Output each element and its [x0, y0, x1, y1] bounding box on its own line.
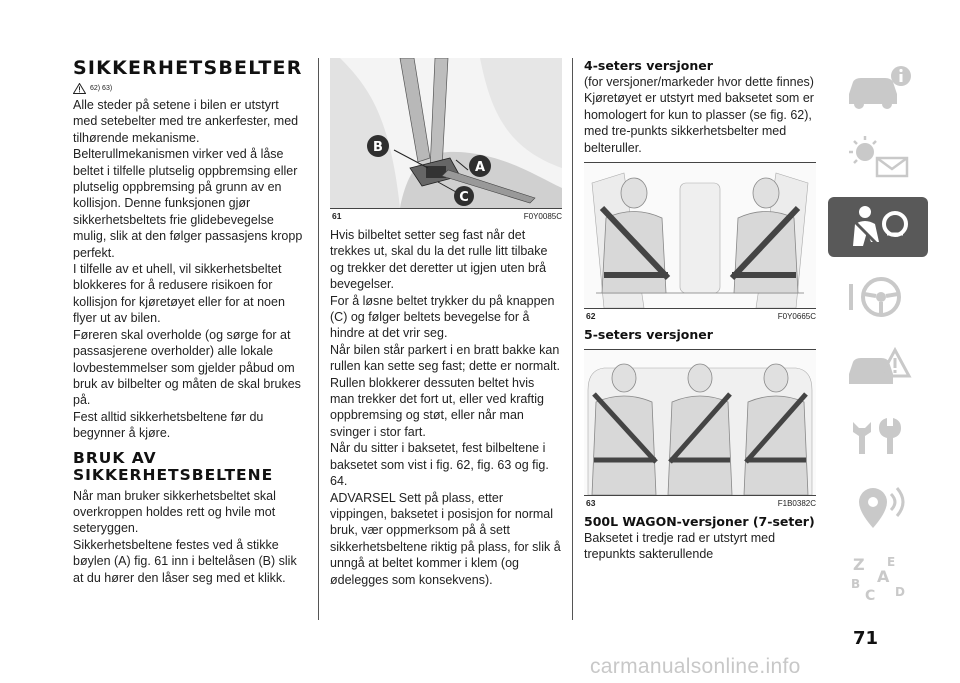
tab-multimedia[interactable]: [828, 477, 928, 537]
svg-text:A: A: [877, 567, 890, 586]
tab-steering-wheel[interactable]: [828, 267, 928, 327]
subheading: 4-seters versjoner: [584, 58, 713, 73]
section-heading: BRUK AV SIKKERHETSBELTENE: [73, 448, 274, 484]
seatbelt-airbag-icon: [843, 202, 913, 252]
section-heading: SIKKERHETSBELTER: [73, 57, 303, 79]
tab-seatbelt-airbag[interactable]: [828, 197, 928, 257]
figure-61: [330, 58, 562, 221]
paragraph: I tilfelle av et uhell, vil sikkerhetsbeltet blokkeres for å redusere risikoen for kollisjon for kjøretøyet eller for at noen flyer ut av bilen.: [73, 262, 285, 326]
multimedia-icon: [843, 484, 913, 530]
warning-refs: [73, 83, 305, 94]
warning-lights-icon: [843, 134, 913, 180]
seatbelt-buckle-illustration: [330, 58, 562, 208]
paragraph: (for versjoner/markeder hvor dette finnes): [584, 75, 814, 89]
steering-wheel-icon: [843, 274, 913, 320]
column-1: [73, 58, 305, 586]
paragraph: ADVARSEL Sett på plass, etter vippingen, baksetet i posisjon for normal bruk, vær oppmerksom på å sett sikkerhetsbeltene riktig på plass, for slik å unngå at beltet kommer i klem (og ødelegges som konsekvens).: [330, 490, 561, 587]
paragraph: Når man bruker sikkerhetsbeltet skal overkroppen holdes rett og hvile mot seteryggen.: [73, 488, 276, 536]
figure-code: F1B0382C: [777, 499, 816, 509]
figure-number: 61: [332, 211, 342, 221]
paragraph: Kjøretøyet er utstyrt med baksetet som er homologert for kun to plasser (se fig. 62), med tre-punkts sikkerhetsbelter med belteruller.: [584, 91, 814, 155]
figure-code: F0Y0665C: [777, 312, 816, 322]
paragraph: Belterullmekanismen virker ved å låse beltet i tilfelle plutselig oppbremsing eller plutselig oppbremsing på grunn av en kollisjon. Denne funksjonen gjør sikkerhetsbeltets frie glidebevegelse mulig, slik at den følger passasjens kropp perfekt.: [73, 147, 303, 260]
svg-text:D: D: [895, 585, 905, 599]
figure-code: F0Y0085C: [523, 212, 562, 221]
svg-text:B: B: [851, 577, 861, 591]
maintenance-icon: [843, 414, 913, 460]
figure-number: 62: [586, 311, 596, 322]
column-divider: [318, 58, 319, 620]
figure-63: [584, 349, 816, 509]
figure-62: [584, 162, 816, 322]
car-info-icon: [843, 64, 913, 110]
callout-label-a: A: [474, 160, 486, 175]
page-number: 71: [853, 628, 879, 649]
emergency-icon: [843, 344, 913, 390]
watermark: carmanualsonline.info: [590, 655, 801, 678]
warning-triangle-icon: [73, 83, 86, 94]
paragraph: Sikkerhetsbeltene festes ved å stikke bøylen (A) fig. 61 inn i beltelåsen (B) slik at du hører den låser seg med et klikk.: [73, 537, 297, 585]
subheading: 5-seters versjoner: [584, 327, 713, 343]
column-3: [584, 58, 816, 563]
paragraph: Fest alltid sikkerhetsbeltene før du begynner å kjøre.: [73, 409, 264, 441]
three-seat-rear-belts-illustration: [584, 350, 816, 495]
column-divider: [572, 58, 573, 620]
index-icon: [843, 552, 913, 602]
tab-index[interactable]: [828, 547, 928, 607]
tab-emergency[interactable]: [828, 337, 928, 397]
paragraph: Baksetet i tredje rad er utstyrt med trepunkts sakterullende: [584, 531, 776, 562]
paragraph: For å løsne beltet trykker du på knappen (C) og følger beltets bevegelse for å hindre at det vrir seg.: [330, 293, 555, 341]
svg-text:C: C: [865, 588, 876, 602]
callout-label-b: B: [373, 140, 383, 155]
tab-car-info[interactable]: [828, 57, 928, 117]
callout-label-c: C: [459, 190, 469, 205]
tab-maintenance[interactable]: [828, 407, 928, 467]
two-seat-rear-belts-illustration: [584, 163, 816, 308]
tab-warning-lights[interactable]: [828, 127, 928, 187]
warning-refs-text: 62) 63): [90, 85, 113, 92]
figure-number: 63: [586, 498, 596, 509]
chapter-tabs: [828, 57, 928, 617]
subheading: 500L WAGON-versjoner (7-seter): [584, 514, 815, 530]
svg-text:E: E: [887, 555, 896, 569]
paragraph: Alle steder på setene i bilen er utstyrt med setebelter med tre ankerfester, med tilhørende mekanisme.: [73, 98, 299, 145]
svg-text:Z: Z: [853, 555, 865, 574]
paragraph: Når bilen står parkert i en bratt bakke kan rullen kan sette seg fast; dette er normalt. Rullen blokkerer dessuten beltet hvis man trekker det fort ut, eller ved kraftig oppbremsing og støt, eller når man svinger i stor fart.: [330, 342, 560, 439]
paragraph: Når du sitter i baksetet, fest bilbeltene i baksetet som vist i fig. 62, fig. 63 og fig. 64.: [330, 441, 549, 489]
column-2: [330, 58, 562, 588]
paragraph: Hvis bilbeltet setter seg fast når det trekkes ut, skal du la det rulle litt tilbake og trekker det deretter ut igjen uten brå bevegelser.: [330, 228, 548, 292]
paragraph: Føreren skal overholde (og sørge for at passasjerene overholder) alle lokale lovbestemmelser som gjelder påbud om bruk av bilbelter og måten de skal brukes på.: [73, 327, 301, 408]
